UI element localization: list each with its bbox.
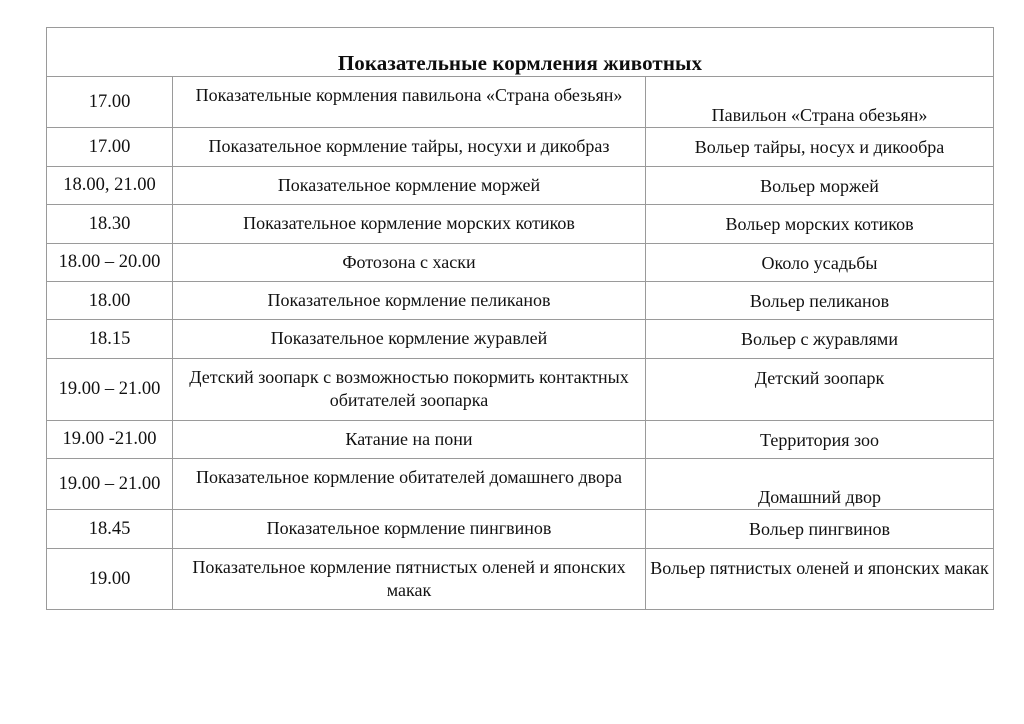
cell-time: 19.00 -21.00 xyxy=(47,420,173,458)
table-row xyxy=(47,166,994,204)
table-row xyxy=(47,320,994,358)
cell-time: 18.15 xyxy=(47,320,173,358)
cell-event: Показательное кормление пеликанов xyxy=(173,281,646,319)
cell-place: Вольер с журавлями xyxy=(646,320,994,358)
cell-time: 18.00 – 20.00 xyxy=(47,243,173,281)
table-row xyxy=(47,205,994,243)
cell-place: Домашний двор xyxy=(646,458,994,509)
cell-event: Катание на пони xyxy=(173,420,646,458)
table-row xyxy=(47,77,994,128)
table-row xyxy=(47,458,994,509)
table-row xyxy=(47,243,994,281)
table-row xyxy=(47,510,994,548)
cell-time: 17.00 xyxy=(47,77,173,128)
cell-place: Вольер пингвинов xyxy=(646,510,994,548)
table-row xyxy=(47,358,994,420)
cell-event: Показательное кормление тайры, носухи и дикобраз xyxy=(173,128,646,166)
cell-place: Детский зоопарк xyxy=(646,358,994,420)
cell-place: Территория зоо xyxy=(646,420,994,458)
table-row xyxy=(47,420,994,458)
cell-event: Показательное кормление пятнистых оленей и японских макак xyxy=(173,548,646,610)
cell-event: Детский зоопарк с возможностью покормить контактных обитателей зоопарка xyxy=(173,358,646,420)
table-title-cell xyxy=(47,28,994,77)
cell-event: Показательное кормление морских котиков xyxy=(173,205,646,243)
cell-time: 19.00 – 21.00 xyxy=(47,458,173,509)
cell-event: Фотозона с хаски xyxy=(173,243,646,281)
table-title-row xyxy=(47,28,994,77)
table-row xyxy=(47,128,994,166)
cell-place: Вольер пятнистых оленей и японских макак xyxy=(646,548,994,610)
cell-time: 18.00, 21.00 xyxy=(47,166,173,204)
animal-feeding-schedule-table xyxy=(46,27,994,610)
cell-time: 19.00 xyxy=(47,548,173,610)
table-row xyxy=(47,281,994,319)
cell-event: Показательное кормление журавлей xyxy=(173,320,646,358)
cell-time: 18.00 xyxy=(47,281,173,319)
cell-time: 18.45 xyxy=(47,510,173,548)
cell-time: 19.00 – 21.00 xyxy=(47,358,173,420)
cell-place: Вольер морских котиков xyxy=(646,205,994,243)
cell-place: Вольер тайры, носух и дикообра xyxy=(646,128,994,166)
cell-time: 17.00 xyxy=(47,128,173,166)
cell-place: Вольер моржей xyxy=(646,166,994,204)
table-row xyxy=(47,548,994,610)
cell-event: Показательное кормление обитателей домашнего двора xyxy=(173,458,646,509)
cell-event: Показательное кормление пингвинов xyxy=(173,510,646,548)
cell-place: Павильон «Страна обезьян» xyxy=(646,77,994,128)
cell-place: Около усадьбы xyxy=(646,243,994,281)
cell-event: Показательное кормление моржей xyxy=(173,166,646,204)
page-title: Показательные кормления животных xyxy=(337,51,703,76)
cell-place: Вольер пеликанов xyxy=(646,281,994,319)
cell-event: Показательные кормления павильона «Страна обезьян» xyxy=(173,77,646,128)
cell-time: 18.30 xyxy=(47,205,173,243)
table-body xyxy=(47,28,994,610)
